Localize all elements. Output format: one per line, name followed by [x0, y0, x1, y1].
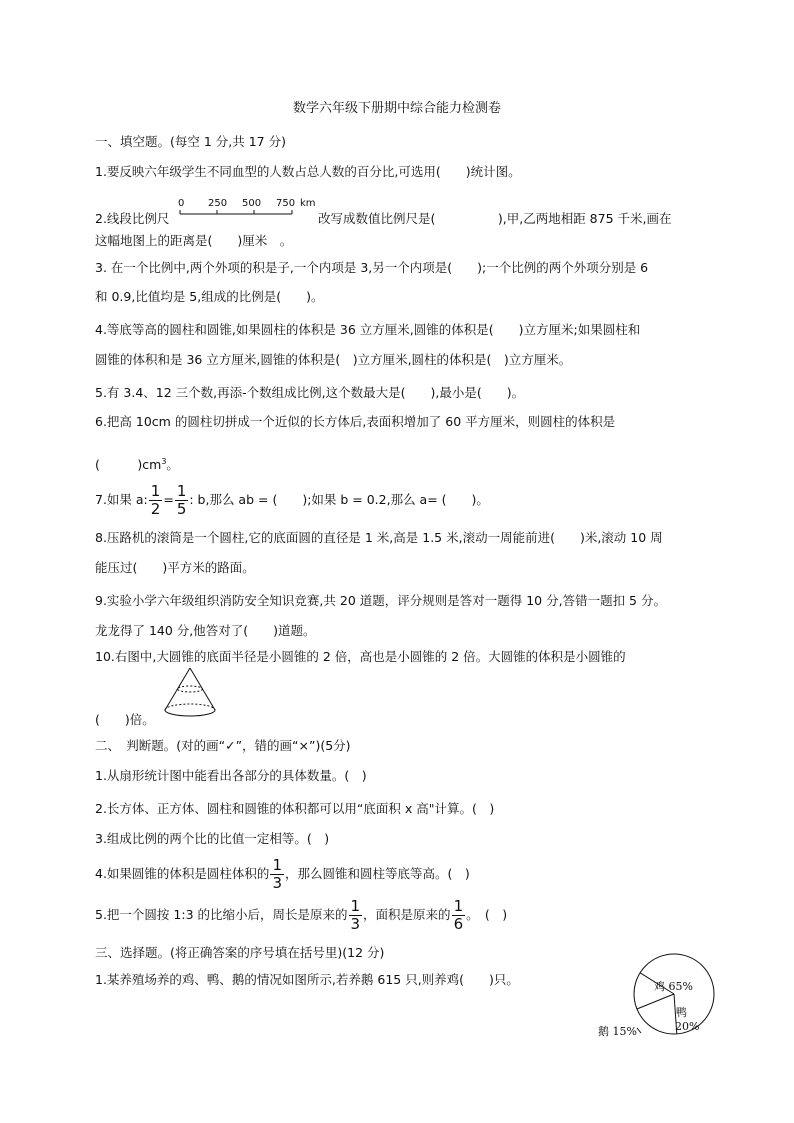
s1-q7-body: : b,那么 ab = ( );如果 b = 0.2,那么 a= ( )。 — [189, 492, 489, 507]
s2-q5-end: 。 ( ) — [466, 907, 508, 922]
s1-q2-end: 这幅地图上的距离是( )厘米 。 — [95, 233, 293, 248]
s1-q10-line1: 10.右图中,大圆锥的底面半径是小圆锥的 2 倍，高也是小圆锥的 2 倍。大圆锥的体积是小圆锥的 — [95, 649, 626, 664]
frac-numerator: 1 — [272, 856, 282, 874]
s1-q6-exponent: 3 — [161, 457, 167, 466]
s1-q2-body: 改写成数值比例尺是( ),甲,乙两地相距 875 千米,画在 — [318, 211, 672, 226]
s1-q10-line2: ( )倍。 — [95, 712, 155, 727]
s2-q5-prefix: 5.把一个圆按 1:3 的比缩小后，周长是原来的 — [95, 907, 348, 922]
s1-q6-line1: 6.把高 10cm 的圆柱切拼成一个近似的长方体后,表面积增加了 60 平方厘米，则圆柱的体积是 — [95, 414, 616, 429]
frac-denominator: 5 — [176, 500, 187, 518]
line-scale-bar — [176, 196, 326, 222]
s1-q8-line2: 能压过( )平方米的路面。 — [95, 560, 255, 575]
s2-q2: 2.长方体、正方体、圆柱和圆锥的体积都可以用“底面积 x 高"计算。( ) — [95, 801, 495, 816]
s1-q7-prefix: 7.如果 a: — [95, 492, 148, 507]
frac-numerator: 1 — [176, 482, 187, 500]
poultry-pie-chart — [590, 942, 730, 1046]
fraction-one-fifth — [175, 484, 189, 517]
scale-label-750: 750 — [276, 198, 296, 209]
s1-q4-line2: 圆锥的体积和是 36 立方厘米,圆锥的体积是( )立方厘米,圆柱的体积是( )立方厘米。 — [95, 352, 572, 367]
s1-q6-end: 。 — [166, 457, 179, 473]
section2-heading: 二、 判断题。(对的画“✓”，错的画“×”)(5分) — [95, 738, 351, 753]
scale-label-unit: km — [300, 198, 316, 209]
pie-label-chicken: 鸡 65% — [654, 980, 693, 993]
s1-q2-prefix: 2.线段比例尺 — [95, 211, 170, 226]
fraction-one-half — [149, 484, 163, 517]
fraction-one-sixth — [452, 899, 466, 932]
s1-q1: 1.要反映六年级学生不同血型的人数占总人数的百分比,可选用( )统计图。 — [95, 164, 521, 179]
frac-numerator: 1 — [453, 897, 464, 915]
frac-numerator: 1 — [150, 482, 161, 500]
fraction-one-third — [270, 858, 284, 891]
scale-label-500: 500 — [242, 198, 262, 209]
s1-q6-line2 — [95, 453, 179, 474]
scale-label-250: 250 — [208, 198, 228, 209]
s2-q3: 3.组成比例的两个比的比值一定相等。( ) — [95, 831, 330, 846]
s1-q7 — [95, 482, 489, 518]
s2-q1: 1.从扇形统计图中能看出各部分的具体数量。( ) — [95, 768, 367, 783]
s3-q1: 1.某养殖场养的鸡、鸭、鹅的情况如图所示,若养鹅 615 只,则养鸡( )只。 — [95, 972, 519, 987]
frac-denominator: 6 — [453, 915, 464, 933]
frac-numerator: 1 — [350, 897, 361, 915]
s1-q3-line1: 3. 在一个比例中,两个外项的积是子,一个内项是 3,另一个内项是( );一个比例的两个外项分别是 6 — [95, 260, 649, 275]
s2-q4-body: ，那么圆锥和圆柱等底等高。( ) — [284, 866, 470, 881]
s2-q4 — [95, 855, 470, 893]
s1-q4-line1: 4.等底等高的圆柱和圆锥,如果圆柱的体积是 36 立方厘米,圆锥的体积是( )立方厘米;如果圆柱和 — [95, 322, 641, 337]
s1-q8-line1: 8.压路机的滚筒是一个圆柱,它的底面圆的直径是 1 米,高是 1.5 米,滚动一周能前进( )米,滚动 10 周 — [95, 530, 663, 545]
page-title: 数学六年级下册期中综合能力检测卷 — [292, 101, 501, 116]
frac-denominator: 3 — [350, 915, 361, 933]
pie-slice-boundary-goose — [637, 994, 674, 1009]
fraction-one-third — [349, 899, 363, 932]
s2-q5 — [95, 896, 507, 934]
nested-cone-figure — [160, 666, 220, 722]
s1-q3-line2: 和 0.9,比值均是 5,组成的比例是( )。 — [95, 289, 324, 304]
s2-q5-middle: ，面积是原来的 — [363, 907, 451, 922]
s1-q9-line2: 龙龙得了 140 分,他答对了( )道题。 — [95, 623, 316, 638]
s1-q7-equals: = — [163, 492, 174, 507]
pie-label-goose: 鹅 15% — [598, 1025, 637, 1038]
s1-q9-line1: 9.实验小学六年级组织消防安全知识竞赛,共 20 道题，评分规则是答对一题得 10 分,答错一题扣 5 分。 — [95, 593, 666, 608]
section3-heading: 三、选择题。(将正确答案的序号填在括号里)(12 分) — [95, 945, 385, 960]
s2-q4-prefix: 4.如果圆锥的体积是圆柱体积的 — [95, 866, 270, 881]
pie-label-duck-percent: 20% — [675, 1020, 700, 1033]
s1-q6-blank: ( )cm — [95, 457, 162, 473]
pie-label-duck: 鸭 — [676, 1006, 687, 1019]
s1-q5: 5.有 3.4、12 三个数,再添-个数组成比例,这个数最大是( ),最小是( )。 — [95, 385, 525, 400]
frac-denominator: 2 — [150, 500, 161, 518]
frac-denominator: 3 — [272, 874, 282, 892]
section1-heading: 一、填空题。(每空 1 分,共 17 分) — [95, 134, 286, 149]
scale-label-0: 0 — [178, 198, 185, 209]
goose-leader-line — [637, 1028, 641, 1033]
